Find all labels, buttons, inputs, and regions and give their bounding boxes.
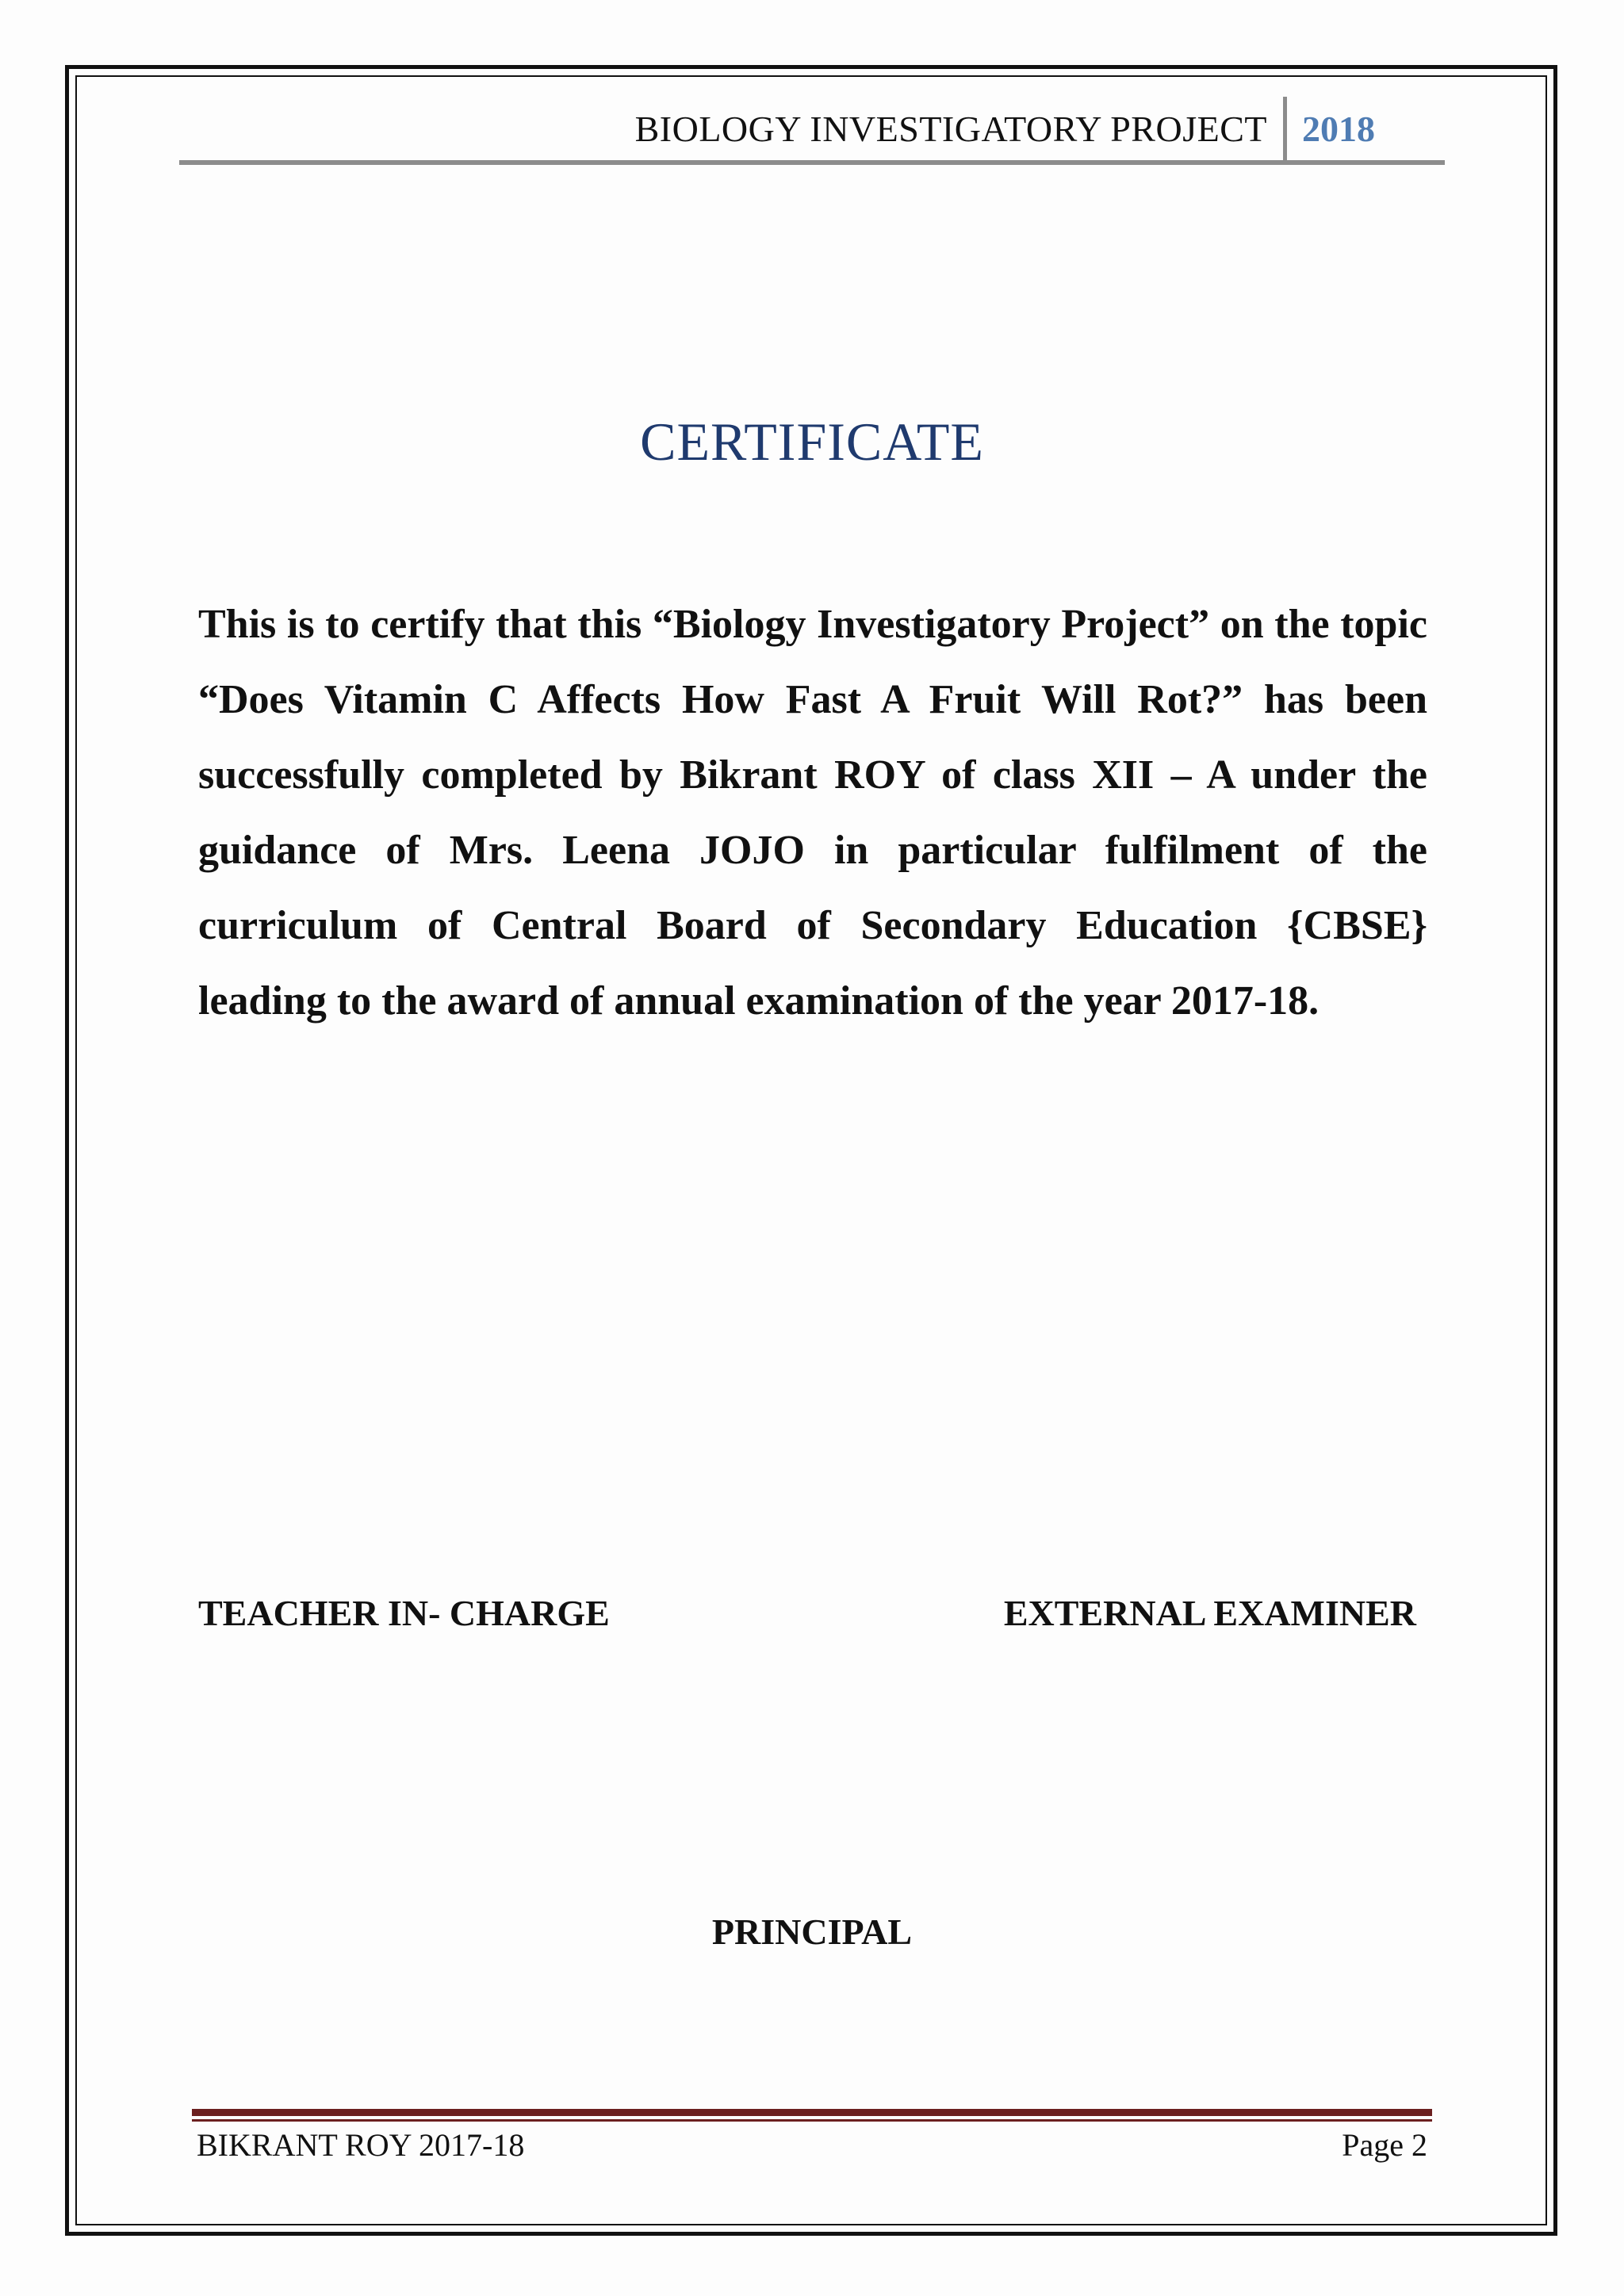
header-title: BIOLOGY INVESTIGATORY PROJECT (634, 109, 1267, 149)
certificate-body: This is to certify that this “Biology Investigatory Project” on the topic “Does Vitamin C Affects How Fast A Fruit Will Rot?” has been successfully completed by Bikrant ROY of class XII – A under the guidance of Mrs. Leena JOJO in particular fulfilment of the curriculum of Central Board of Secondary Education {CBSE} leading to the award of annual examination of the year 2017-18. (198, 602, 1427, 1024)
footer-rule-thin (192, 2119, 1432, 2122)
page-border-inner (75, 75, 1547, 2225)
signature-principal: PRINCIPAL (711, 1911, 913, 1952)
header-year: 2018 (1302, 109, 1375, 149)
signature-teacher: TEACHER IN- CHARGE (198, 1593, 610, 1633)
footer-rule (192, 2109, 1432, 2116)
page-header (179, 97, 1445, 165)
header-rule (179, 160, 1445, 165)
certificate-title: CERTIFICATE (640, 411, 984, 472)
header-separator (1283, 97, 1287, 163)
signature-examiner: EXTERNAL EXAMINER (1003, 1593, 1416, 1633)
footer-page-number: Page 2 (1342, 2127, 1427, 2163)
footer-author: BIKRANT ROY 2017-18 (197, 2127, 525, 2163)
